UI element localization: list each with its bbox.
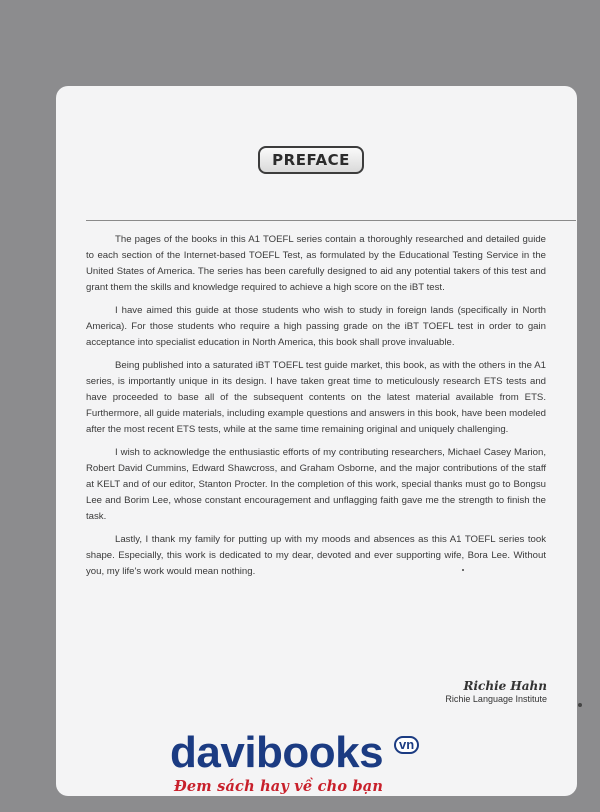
scan-speck bbox=[462, 569, 464, 571]
title-divider bbox=[86, 220, 576, 221]
paragraph-1: The pages of the books in this A1 TOEFL series contain a thoroughly researched and detailed guide to each section of the Internet-based TOEFL Test, as formulated by the Educational Testing Service in the United States of America. The series has been carefully designed to aid any potential takers of this test and grant them the skills and knowledge required to achieve a high score on the iBT test. bbox=[86, 234, 546, 293]
paragraph-3: Being published into a saturated iBT TOEFL test guide market, this book, as with the others in the A1 series, is importantly unique in its design. I have taken great time to meticulously research ETS tests and have proceeded to base all of the subsequent contents on the latest material available from ETS. Furthermore, all guide materials, including example questions and answers in this book, have been modeled after the most recent ETS tests, while at the same time remaining original and uniquely challenging. bbox=[86, 360, 546, 435]
watermark-slogan: Đem sách hay về cho bạn bbox=[174, 778, 384, 795]
signature-name: Richie Hahn bbox=[463, 679, 547, 693]
page-title: PREFACE bbox=[258, 146, 364, 174]
watermark-brand: davibooks bbox=[170, 728, 384, 777]
preface-body bbox=[86, 232, 546, 587]
paragraph-4: I wish to acknowledge the enthusiastic efforts of my contributing researchers, Michael Casey Marion, Robert David Cummins, Edward Shawcross, and Graham Osborne, and the major contributions of the staff at KELT and of our editor, Stanton Procter. In the completion of this work, special thanks must go to Bongsu Lee and Borim Lee, whose constant encouragement and unflagging faith gave me the strength to finish the task. bbox=[86, 447, 546, 522]
paragraph-5: Lastly, I thank my family for putting up with my moods and absences as this A1 TOEFL series took shape. Especially, this work is dedicated to my dear, devoted and ever supporting wife, Bora Lee. Without you, my life's work would mean nothing. bbox=[86, 534, 546, 577]
watermark-logo bbox=[170, 728, 430, 804]
scan-speck bbox=[578, 703, 582, 707]
paragraph-2: I have aimed this guide at those students who wish to study in foreign lands (specifically in North America). For those students who require a high passing grade on the iBT TOEFL test in order to gain acceptance into specialist education in North America, this book shall prove invaluable. bbox=[86, 305, 546, 348]
document-page bbox=[56, 86, 577, 796]
watermark-badge: vn bbox=[394, 736, 419, 754]
signature-institute: Richie Language Institute bbox=[445, 694, 547, 704]
